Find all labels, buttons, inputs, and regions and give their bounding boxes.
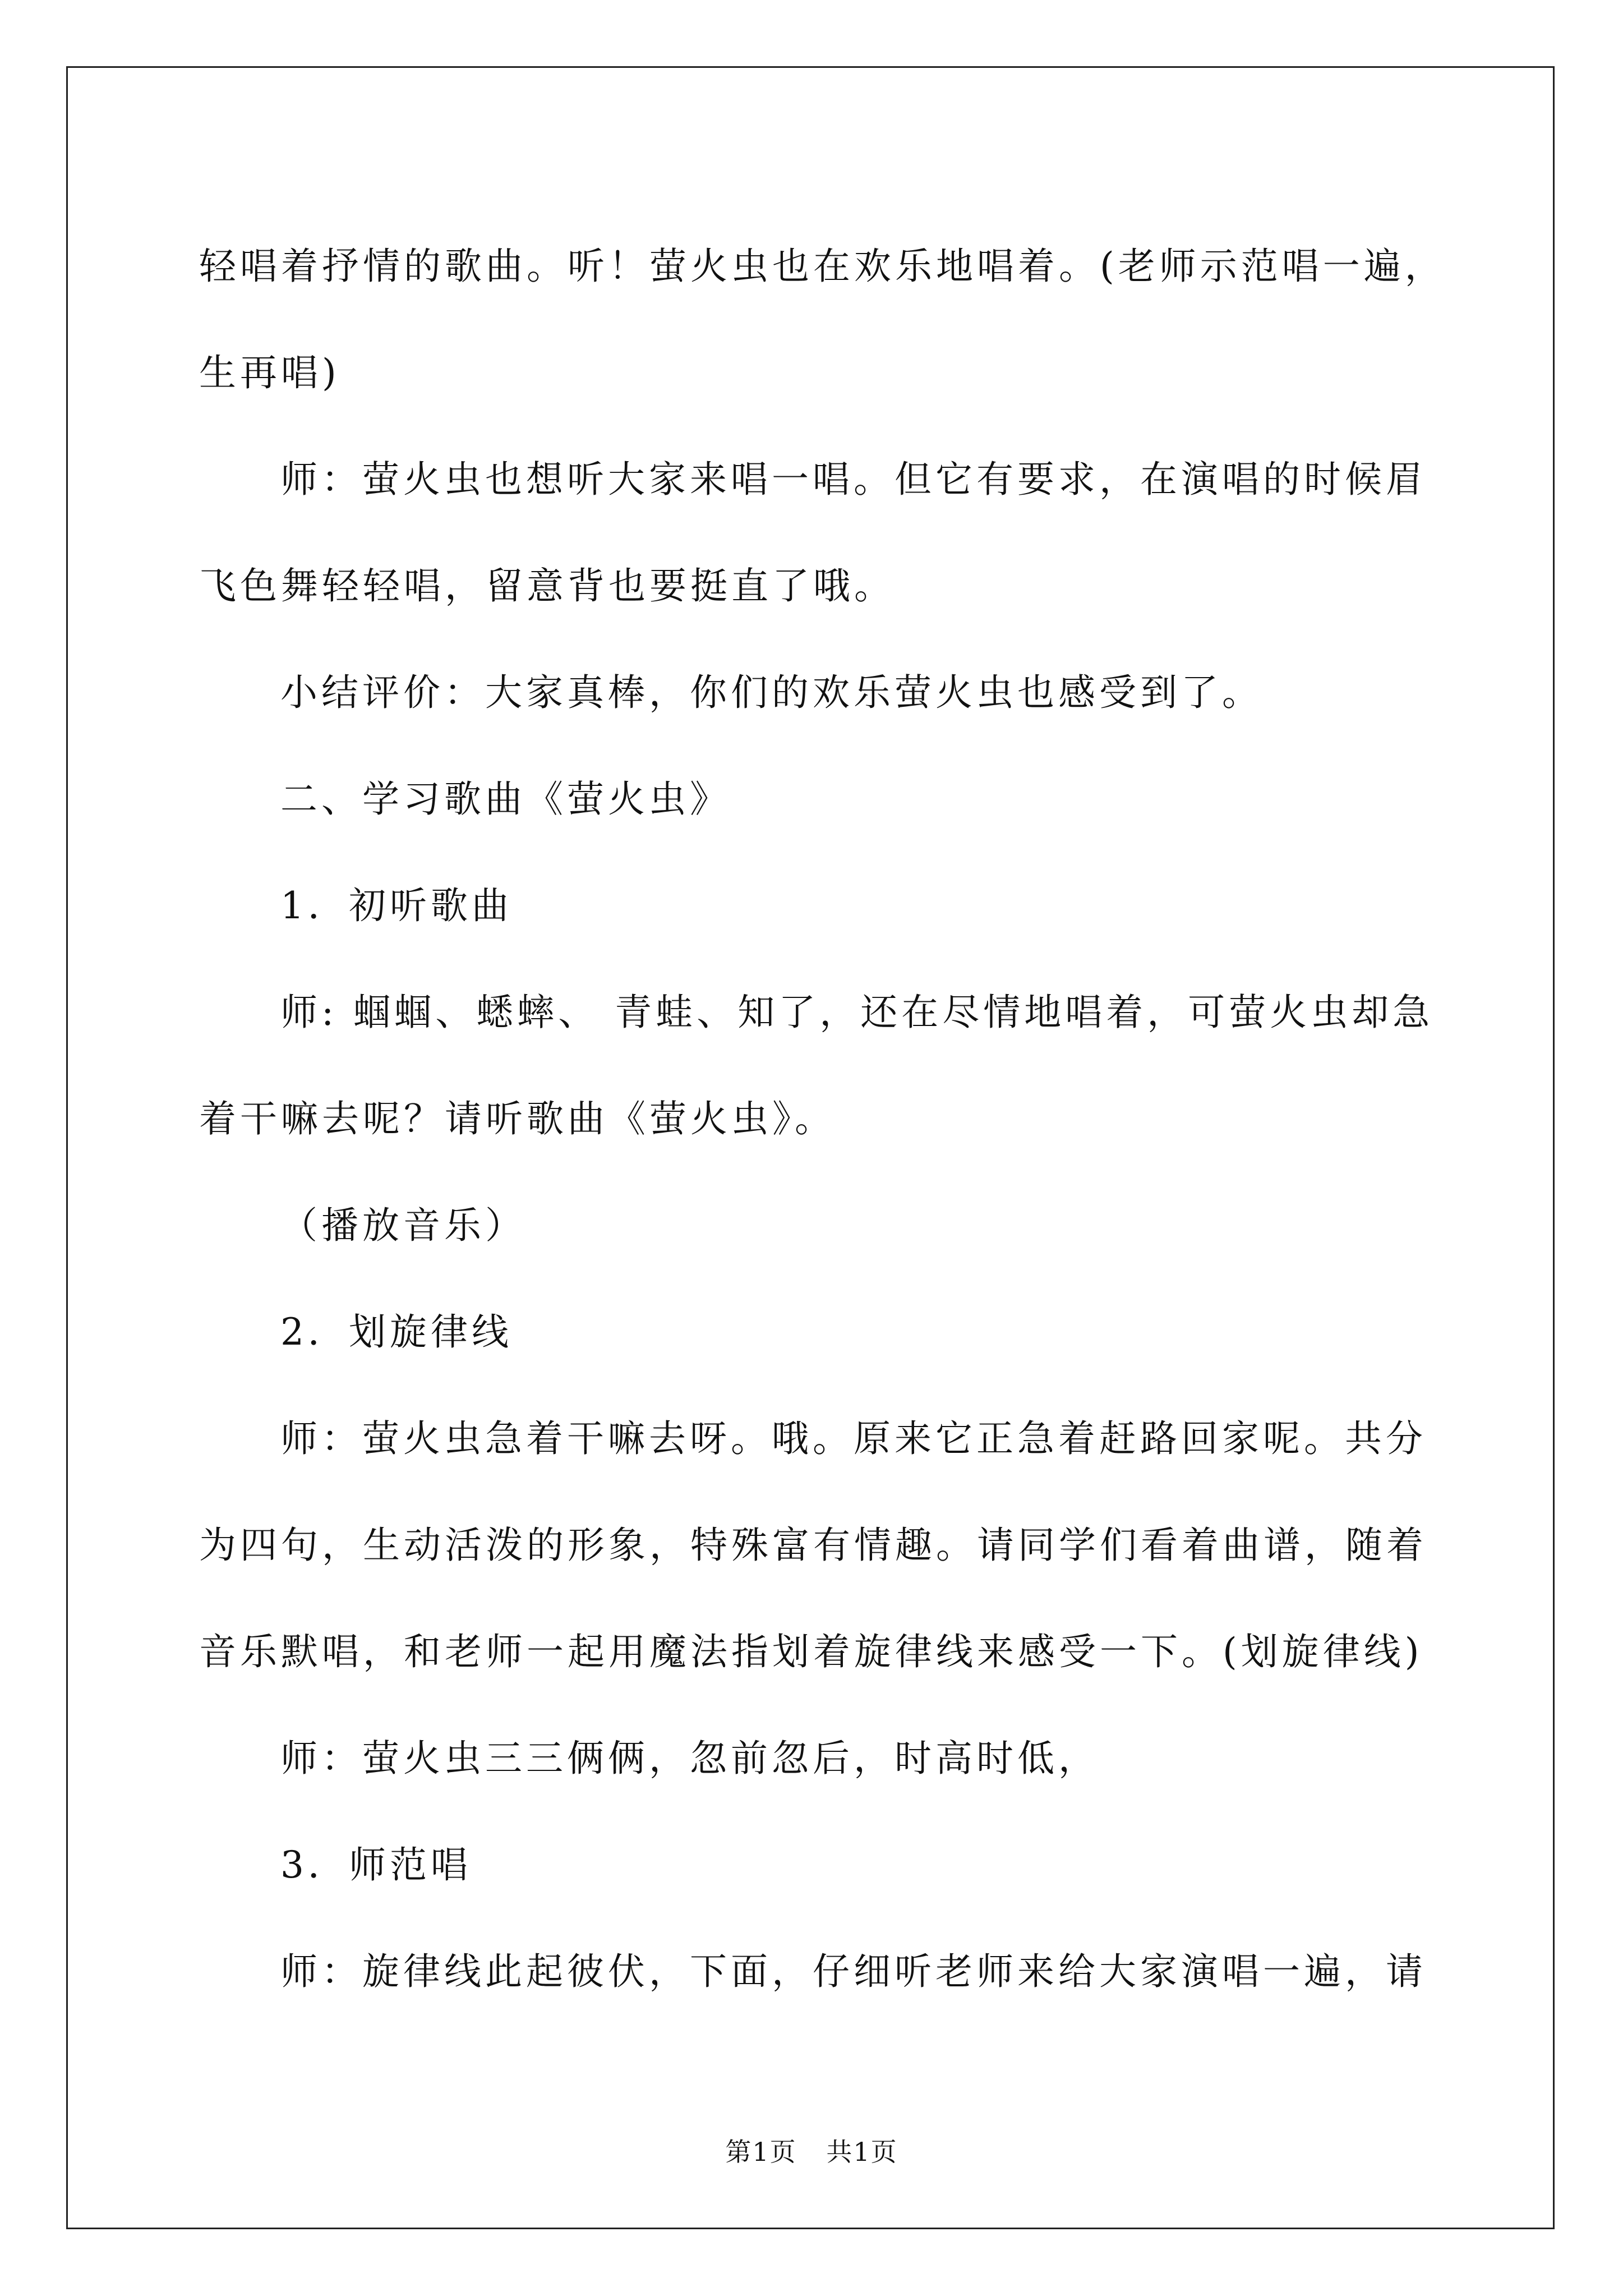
section-heading: 二、学习歌曲《萤火虫》 xyxy=(280,777,731,821)
paragraph-line: 着干嘛去呢？请听歌曲《萤火虫》。 xyxy=(199,1097,836,1140)
document-body xyxy=(199,213,1446,2025)
paragraph-line: 师：萤火虫急着干嘛去呀。哦。原来它正急着赶路回家呢。共分 xyxy=(280,1417,1427,1460)
paragraph-line: 师：萤火虫也想听大家来唱一唱。但它有要求，在演唱的时候眉 xyxy=(280,458,1427,501)
paragraph-line: 师: 蝈蝈、蟋蟀、 青蛙、知了，还在尽情地唱着，可萤火虫却急 xyxy=(280,991,1434,1034)
subsection-heading: 1．初听歌曲 xyxy=(280,884,513,927)
subsection-heading: 3．师范唱 xyxy=(280,1843,472,1887)
paragraph-line: 小结评价：大家真棒，你们的欢乐萤火虫也感受到了。 xyxy=(280,671,1263,714)
paragraph-line: 飞色舞轻轻唱，留意背也要挺直了哦。 xyxy=(199,564,895,608)
paragraph-line: （播放音乐） xyxy=(280,1204,526,1247)
page-number-total: 共1页 xyxy=(826,2137,898,2167)
page-footer xyxy=(0,2132,1623,2169)
paragraph-line: 轻唱着抒情的歌曲。听！萤火虫也在欢乐地唱着。(老师示范唱一遍， xyxy=(199,245,1446,288)
paragraph-line: 为四句，生动活泼的形象，特殊富有情趣。请同学们看着曲谱，随着 xyxy=(199,1524,1427,1567)
paragraph-line: 师：旋律线此起彼伏，下面，仔细听老师来给大家演唱一遍，请 xyxy=(280,1950,1427,1993)
page-number-current: 第1页 xyxy=(725,2137,797,2167)
paragraph-line: 生再唱) xyxy=(199,351,340,394)
paragraph-line: 师：萤火虫三三俩俩，忽前忽后，时高时低， xyxy=(280,1737,1099,1780)
subsection-heading: 2．划旋律线 xyxy=(280,1310,513,1354)
paragraph-line: 音乐默唱，和老师一起用魔法指划着旋律线来感受一下。(划旋律线) xyxy=(199,1630,1423,1673)
